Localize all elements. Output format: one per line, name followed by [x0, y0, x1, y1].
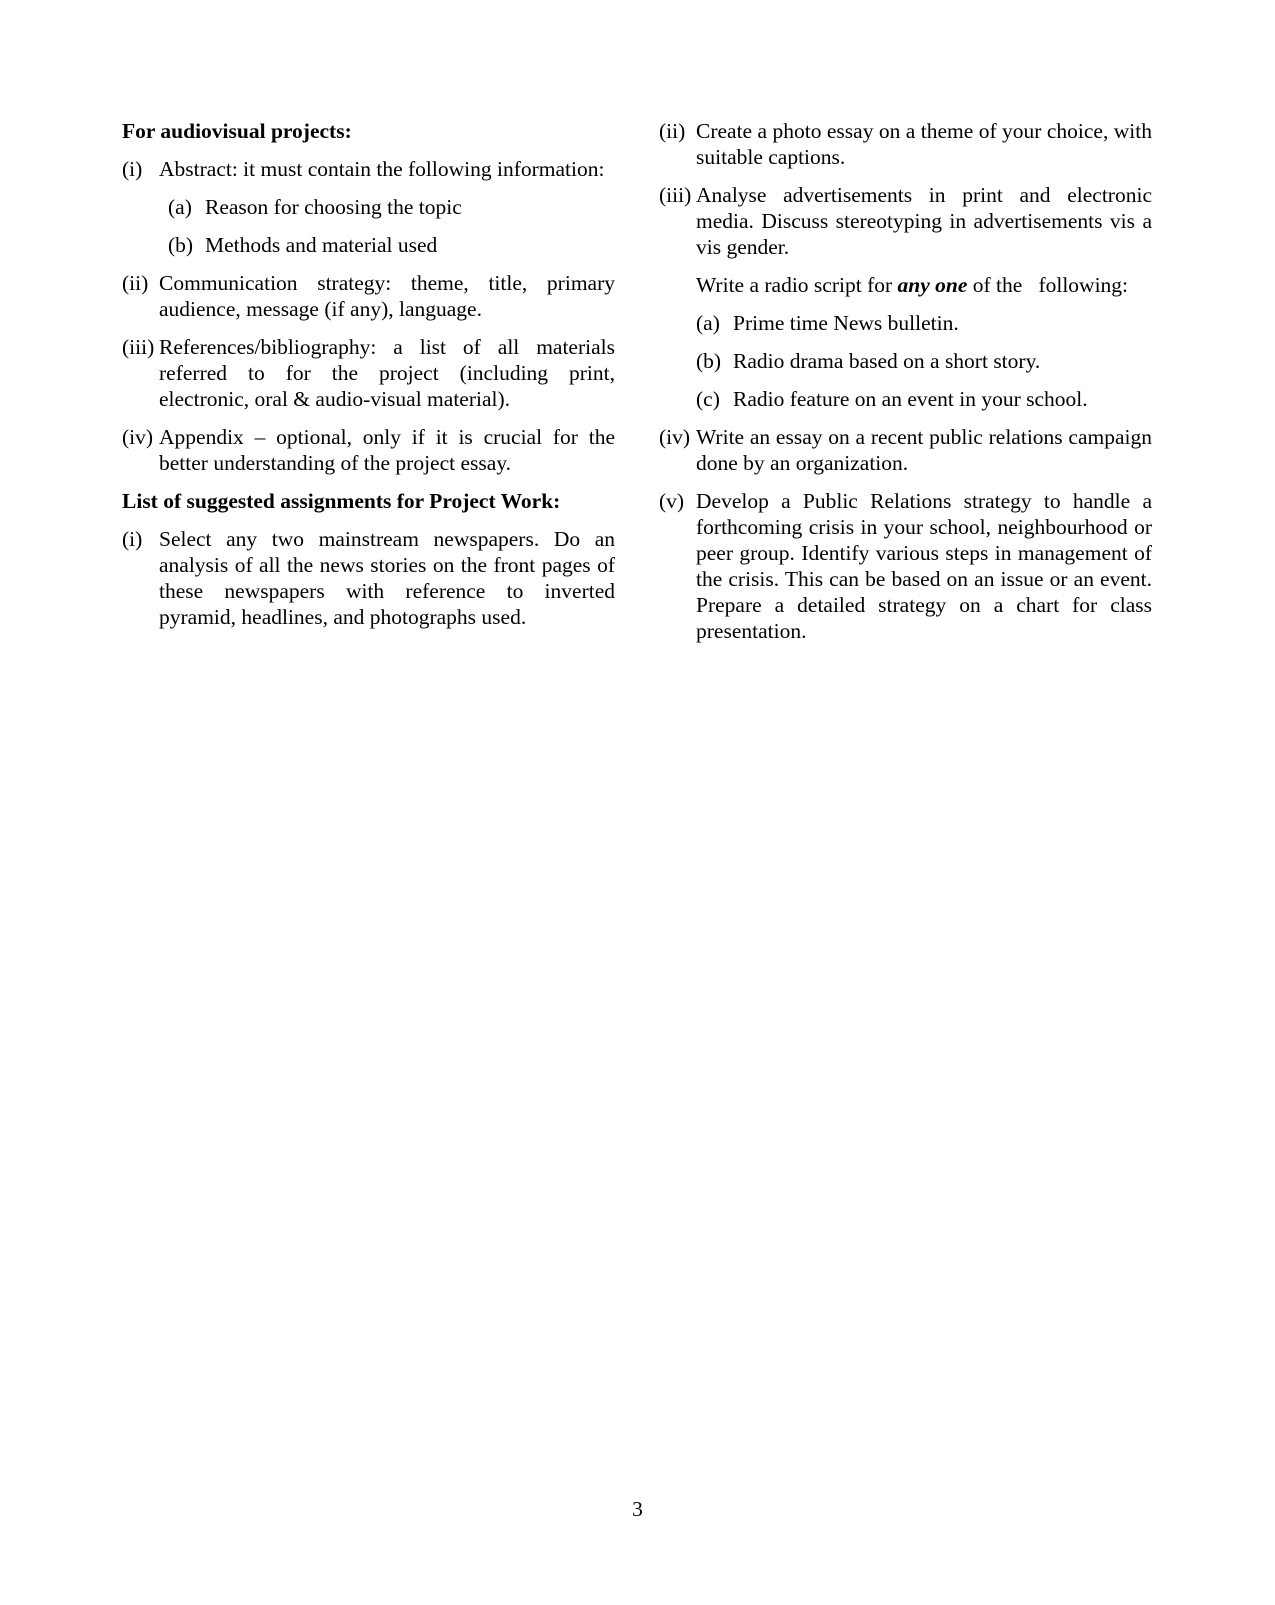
item-number: (ii): [659, 119, 686, 143]
item-number: (ii): [122, 271, 149, 295]
list-item: [659, 118, 1152, 170]
item-text: Appendix – optional, only if it is crucial for the better understanding of the project essay.: [159, 425, 615, 475]
sub-item-number: (c): [696, 387, 720, 411]
sub-item-text: Prime time News bulletin.: [733, 311, 959, 335]
sub-item-text: Radio drama based on a short story.: [733, 349, 1041, 373]
item-number: (v): [659, 489, 685, 513]
item-number: (iv): [659, 425, 691, 449]
sub-item-number: (b): [696, 349, 722, 373]
item-text: Create a photo essay on a theme of your choice, with suitable captions.: [696, 119, 1152, 169]
sub-list-item: [122, 194, 615, 220]
sub-item-text: Methods and material used: [205, 233, 438, 257]
item-number: (iii): [122, 335, 155, 359]
sub-item-number: (a): [696, 311, 720, 335]
sub-list-item: [659, 386, 1152, 412]
list-item: [122, 424, 615, 476]
section-heading-assignments: List of suggested assignments for Project Work:: [122, 489, 561, 513]
item-text: Select any two mainstream newspapers. Do an analysis of all the news stories on the front pages of these newspapers with reference to inverted pyramid, headlines, and photographs used.: [159, 527, 615, 629]
list-item: [122, 270, 615, 322]
sub-item-number: (b): [168, 233, 194, 257]
section-heading-audiovisual: For audiovisual projects:: [122, 119, 352, 143]
intro-before: Write a radio script for: [696, 273, 898, 297]
list-item: [659, 424, 1152, 476]
item-text: Analyse advertisements in print and electronic media. Discuss stereotyping in advertisements vis a vis gender.: [696, 183, 1152, 259]
sub-item-text: Radio feature on an event in your school.: [733, 387, 1088, 411]
list-item: [122, 526, 615, 630]
sub-item-number: (a): [168, 195, 192, 219]
sub-list-item: [659, 348, 1152, 374]
sub-list-item: [122, 232, 615, 258]
intro-emphasis: any one: [897, 273, 968, 297]
list-item: [659, 182, 1152, 260]
list-item: [122, 156, 615, 182]
item-number: (i): [122, 527, 143, 551]
item-text: Abstract: it must contain the following information:: [159, 157, 605, 181]
right-column: [659, 118, 1152, 656]
radio-script-intro: [659, 272, 1152, 298]
item-text: References/bibliography: a list of all materials referred to for the project (including print, electronic, oral & audio-visual material).: [159, 335, 615, 411]
sub-item-text: Reason for choosing the topic: [205, 195, 462, 219]
item-text: Develop a Public Relations strategy to handle a forthcoming crisis in your school, neighbourhood or peer group. Identify various steps in management of the crisis. This can be based on an issue or an event. Prepare a detailed strategy on a chart for class presentation.: [696, 489, 1152, 643]
sub-list-item: [659, 310, 1152, 336]
item-number: (iv): [122, 425, 154, 449]
page-number: 3: [632, 1497, 643, 1521]
list-item: [659, 488, 1152, 644]
item-text: Communication strategy: theme, title, primary audience, message (if any), language.: [159, 271, 615, 321]
item-number: (i): [122, 157, 143, 181]
list-item: [122, 334, 615, 412]
item-text: Write an essay on a recent public relations campaign done by an organization.: [696, 425, 1152, 475]
left-column: [122, 118, 615, 642]
item-number: (iii): [659, 183, 692, 207]
intro-after: of the following:: [967, 273, 1129, 297]
